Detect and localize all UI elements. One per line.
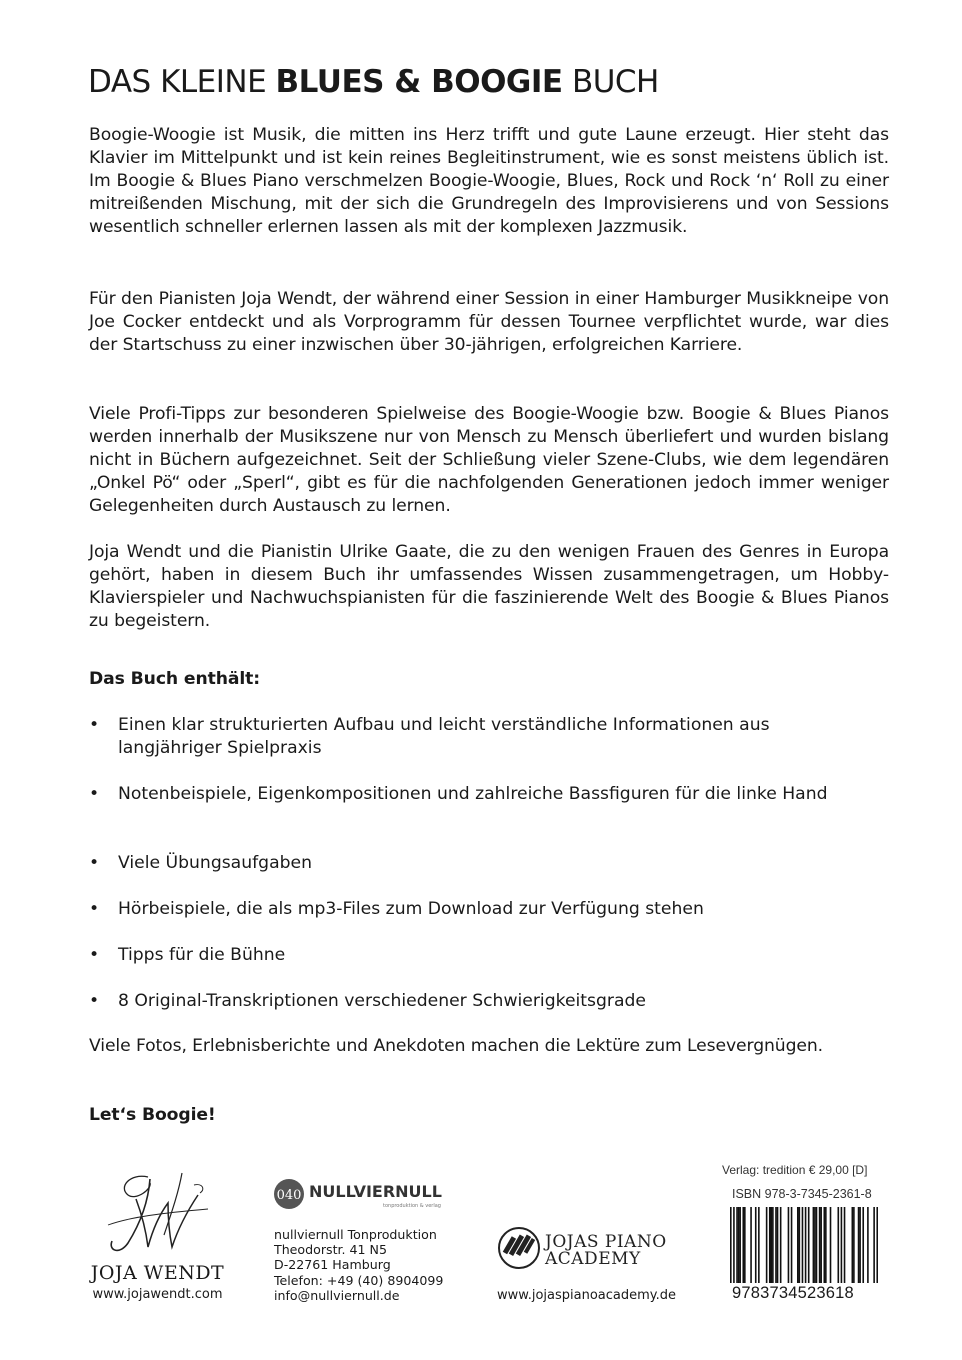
barcode-bar	[816, 1207, 818, 1283]
nullviernull-address: nullviernull Tonproduktion Theodorstr. 41 N5 D-22761 Hamburg Telefon: +49 (40) 8904099 info@nullviernull.de	[274, 1227, 444, 1303]
barcode-bar	[853, 1207, 855, 1283]
barcode-bar	[823, 1207, 825, 1283]
barcode-bar	[837, 1207, 839, 1283]
barcode-bar	[772, 1207, 774, 1283]
publisher-price: Verlag: tredition € 29,00 [D]	[722, 1163, 868, 1177]
barcode-bar	[859, 1207, 861, 1283]
barcode-bar	[799, 1207, 801, 1283]
barcode-bar	[771, 1207, 773, 1283]
barcode-bar	[739, 1207, 741, 1283]
barcode-bar	[769, 1207, 771, 1283]
isbn-barcode	[730, 1207, 878, 1283]
book-back-cover: DAS KLEINE BLUES & BOOGIE BUCH Boogie-Woogie ist Musik, die mitten ins Herz trifft und gute Laune erzeugt. Hier steht das Klavier im Mittelpunkt und ist kein reines Begleitinstrument, wie es sonst meistens üblich ist. Im Boogie & Blues Piano verschmelzen Boogie-Woogie, Blues, Rock und Rock ‘n‘ Roll zu einer mitreißenden Mischung, mit der sich die Grundregeln des Improvisierens und von Sessions wesentlich schneller erlernen lassen als mit der komplexen Jazzmusik. Für den Pianisten Joja Wendt, der während einer Session in einer Hamburger Musikkneipe von Joe Cocker entdeckt und als Vorprogramm für dessen Tournee verpflichtet wurde, war dies der Startschuss zu einer inzwischen über 30-jährigen, erfolgreichen Karriere. Viele Profi-Tipps zur besonderen Spielweise des Boogie-Woogie bzw. Boogie & Blues Pianos werden innerhalb der Musikszene nur von Mensch zu Mensch überliefert und wurden bislang nicht in Büchern aufgezeichnet. Seit der Schließung vieler Szene-Clubs, wie dem legendären „Onkel Pö“ oder „Sperl“, gibt es für die nachfolgenden Generationen jedoch immer weniger Gelegenheiten durch Austausch zu lernen. Joja Wendt und die Pianistin Ulrike Gaate, die zu den wenigen Frauen des Genres in Europa gehört, haben in diesem Buch ihr umfassendes Wissen zusammengetragen, um Hobby-Klavierspieler und Nachwuchspianisten für die faszinierende Welt des Boogie & Blues Pianos zu begeistern. Das Buch enthält: • Einen klar strukturierten Aufbau und leicht verständliche Informationen aus langjähriger Spielpraxis • Notenbeispiele, Eigenkompositionen und zahlreiche Bassfiguren für die linke Hand • Viele Übungsaufgaben • Hörbeispiele, die als mp3-Files zum Download zur Verfügung stehen • Tipps für die Bühne • 8 Original-Transkriptionen verschiedener Schwierigkeitsgrade Viele Fotos, Erlebnisberichte und Anekdoten machen die Lektüre zum Lesevergnügen. Let‘s Boogie! JOJA WENDT www.jojawendt.com 040 NULLVIERNULL tonproduktion & verlag nullviernull Tonproduktion Theodorstr. 41 N5 D-22761 Hamburg Telefon: +49 (40) 8904099 info@nullviernull.de JOJAS PIANO ACADEMY www.jojaspianoacademy.de Verlag: tredition € 29,00 [D] ISBN 978-3-7345-2361-8 9783734523618	[88, 64, 889, 1303]
barcode-bar	[852, 1207, 854, 1283]
bullet-icon: •	[89, 715, 100, 735]
joja-wendt-monogram-logo	[90, 1165, 225, 1305]
barcode-bar	[733, 1207, 735, 1283]
barcode-bar	[780, 1207, 782, 1283]
barcode-bar	[730, 1207, 732, 1283]
barcode-bar	[758, 1207, 760, 1283]
barcode-bar	[742, 1207, 744, 1283]
svg-text:tonproduktion & verlag: tonproduktion & verlag	[383, 1203, 441, 1209]
barcode-bar	[862, 1207, 864, 1283]
barcode-bar	[744, 1207, 746, 1283]
jojas-piano-academy-logo	[497, 1226, 682, 1274]
svg-text:040: 040	[276, 1188, 302, 1203]
barcode-bar	[819, 1207, 821, 1283]
svg-text:NULLVIERNULL: NULLVIERNULL	[309, 1182, 442, 1201]
academy-url[interactable]: www.jojaspianoacademy.de	[497, 1288, 676, 1303]
barcode-bar	[876, 1207, 878, 1283]
barcode-bar	[802, 1207, 804, 1283]
barcode-bar	[841, 1207, 843, 1283]
svg-text:ACADEMY: ACADEMY	[545, 1249, 641, 1269]
barcode-bar	[814, 1207, 816, 1283]
tips-paragraph: Viele Profi-Tipps zur besonderen Spielweise des Boogie-Woogie bzw. Boogie & Blues Pianos werden innerhalb der Musikszene nur von Mensch zu Mensch überliefert und wurden bislang nicht in Büchern aufgezeichnet. Seit der Schließung vieler Szene-Clubs, wie dem legendären „Onkel Pö“ oder „Sperl“, gibt es für die nachfolgenden Generationen jedoch immer weniger Gelegenheiten durch Austausch zu lernen.	[89, 404, 889, 516]
barcode-bar	[797, 1207, 799, 1283]
joja-wendt-name: JOJA WENDT	[90, 1262, 225, 1284]
barcode-bar	[736, 1207, 738, 1283]
barcode-bar	[788, 1207, 790, 1283]
authors-paragraph: Joja Wendt und die Pianistin Ulrike Gaate, die zu den wenigen Frauen des Genres in Europa gehört, haben in diesem Buch ihr umfassendes Wissen zusammengetragen, um Hobby-Klavierspieler und Nachwuchspianisten für die faszinierende Welt des Boogie & Blues Pianos zu begeistern.	[89, 542, 889, 631]
closing-paragraph: Viele Fotos, Erlebnisberichte und Anekdoten machen die Lektüre zum Lesevergnügen.	[89, 1036, 824, 1056]
bullet-icon: •	[89, 784, 100, 804]
barcode-bar	[805, 1207, 807, 1283]
barcode-bar	[791, 1207, 793, 1283]
biography-paragraph: Für den Pianisten Joja Wendt, der während einer Session in einer Hamburger Musikkneipe von Joe Cocker entdeckt und als Vorprogramm für dessen Tournee verpflichtet wurde, war dies der Startschuss zu einer inzwischen über 30-jährigen, erfolgreichen Karriere.	[89, 289, 889, 355]
barcode-bar	[808, 1207, 810, 1283]
intro-paragraph: Boogie-Woogie ist Musik, die mitten ins Herz trifft und gute Laune erzeugt. Hier steht das Klavier im Mittelpunkt und ist kein reines Begleitinstrument, wie es sonst meistens üblich ist. Im Boogie & Blues Piano verschmelzen Boogie-Woogie, Blues, Rock und Rock ‘n‘ Roll zu einer mitreißenden Mischung, mit der sich die Grundregeln des Improvisierens und von Sessions wesentlich schneller erlernen lassen als mit der komplexen Jazzmusik.	[89, 125, 889, 237]
barcode-bar	[775, 1207, 777, 1283]
barcode-bar	[820, 1207, 822, 1283]
barcode-bar	[738, 1207, 740, 1283]
barcode-bar	[825, 1207, 827, 1283]
bullet-icon: •	[89, 899, 100, 919]
barcode-bar	[755, 1207, 757, 1283]
isbn-label: ISBN 978-3-7345-2361-8	[732, 1187, 872, 1201]
barcode-bar	[867, 1207, 869, 1283]
barcode-bar	[750, 1207, 752, 1283]
book-title: DAS KLEINE BLUES & BOOGIE BUCH	[88, 64, 659, 100]
slogan: Let‘s Boogie!	[89, 1105, 216, 1125]
joja-wendt-url[interactable]: www.jojawendt.com	[92, 1287, 223, 1302]
bullet-icon: •	[89, 991, 100, 1011]
barcode-bar	[873, 1207, 875, 1283]
barcode-number: 9783734523618	[732, 1284, 854, 1302]
barcode-bar	[777, 1207, 779, 1283]
bullet-icon: •	[89, 853, 100, 873]
bullet-icon: •	[89, 945, 100, 965]
svg-text:JOJAS PIANO: JOJAS PIANO	[545, 1232, 667, 1252]
barcode-bar	[844, 1207, 846, 1283]
barcode-bar	[766, 1207, 768, 1283]
contents-heading: Das Buch enthält:	[89, 669, 261, 689]
barcode-bar	[830, 1207, 832, 1283]
barcode-bar	[858, 1207, 860, 1283]
nullviernull-logo	[273, 1178, 448, 1210]
barcode-bar	[813, 1207, 815, 1283]
